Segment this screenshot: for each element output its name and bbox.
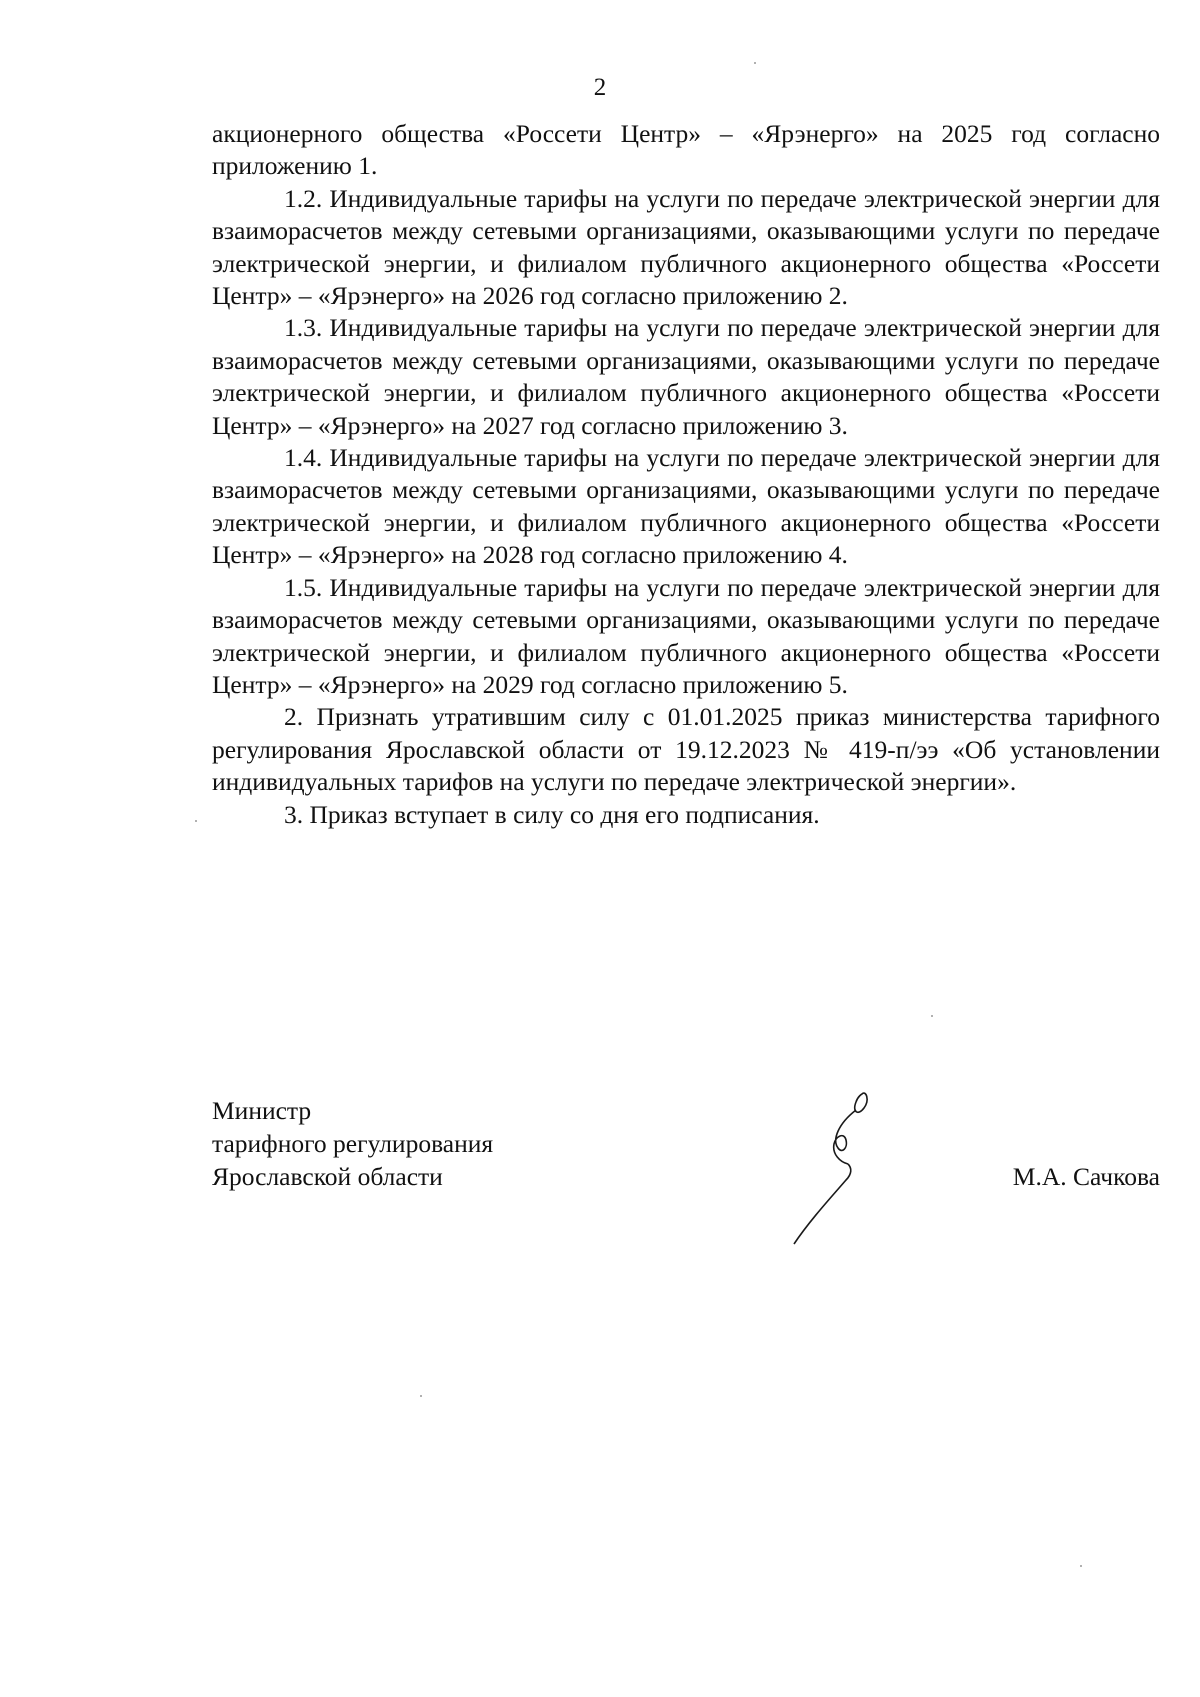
signatory-title-line: Министр	[212, 1096, 312, 1125]
scan-speck	[754, 62, 756, 64]
paragraph-2: 2. Признать утратившим силу с 01.01.2025 приказ министерства тарифного регулирования Ярославской области от 19.12.2023 № 419-п/ээ «Об установлении индивидуальных тарифов на услуги по передаче электрической энергии».	[212, 702, 1160, 797]
scan-speck	[195, 820, 197, 822]
paragraph-1-3: 1.3. Индивидуальные тарифы на услуги по передаче электрической энергии для взаиморасчетов между сетевыми организациями, оказывающими услуги по передаче электрической энергии, и филиалом публичного акционерного общества «Россети Центр» – «Ярэнерго» на 2027 год согласно приложению 3.	[212, 313, 1160, 440]
page-number: 2	[593, 74, 607, 101]
paragraph-1-5: 1.5. Индивидуальные тарифы на услуги по передаче электрической энергии для взаиморасчетов между сетевыми организациями, оказывающими услуги по передаче электрической энергии, и филиалом публичного акционерного общества «Россети Центр» – «Ярэнерго» на 2029 год согласно приложению 5.	[212, 572, 1160, 699]
signatory-title	[212, 1094, 493, 1193]
handwritten-signature-icon	[790, 1088, 880, 1248]
scan-speck	[420, 1395, 422, 1397]
scan-speck	[931, 1015, 933, 1017]
paragraph-continuation: акционерного общества «Россети Центр» – «Ярэнерго» на 2025 год согласно приложению 1.	[212, 119, 1160, 181]
paragraph-3: 3. Приказ вступает в силу со дня его подписания.	[284, 799, 820, 829]
signatory-name: М.А. Сачкова	[1012, 1162, 1160, 1191]
signatory-title-line: Ярославской области	[212, 1162, 443, 1191]
document-body	[212, 118, 1160, 831]
paragraph-1-2: 1.2. Индивидуальные тарифы на услуги по передаче электрической энергии для взаиморасчетов между сетевыми организациями, оказывающими услуги по передаче электрической энергии, и филиалом публичного акционерного общества «Россети Центр» – «Ярэнерго» на 2026 год согласно приложению 2.	[212, 183, 1160, 311]
scan-speck	[1080, 1565, 1082, 1567]
signatory-title-line: тарифного регулирования	[212, 1129, 494, 1158]
paragraph-1-4: 1.4. Индивидуальные тарифы на услуги по передаче электрической энергии для взаиморасчетов между сетевыми организациями, оказывающими услуги по передаче электрической энергии, и филиалом публичного акционерного общества «Россети Центр» – «Ярэнерго» на 2028 год согласно приложению 4.	[212, 443, 1160, 570]
